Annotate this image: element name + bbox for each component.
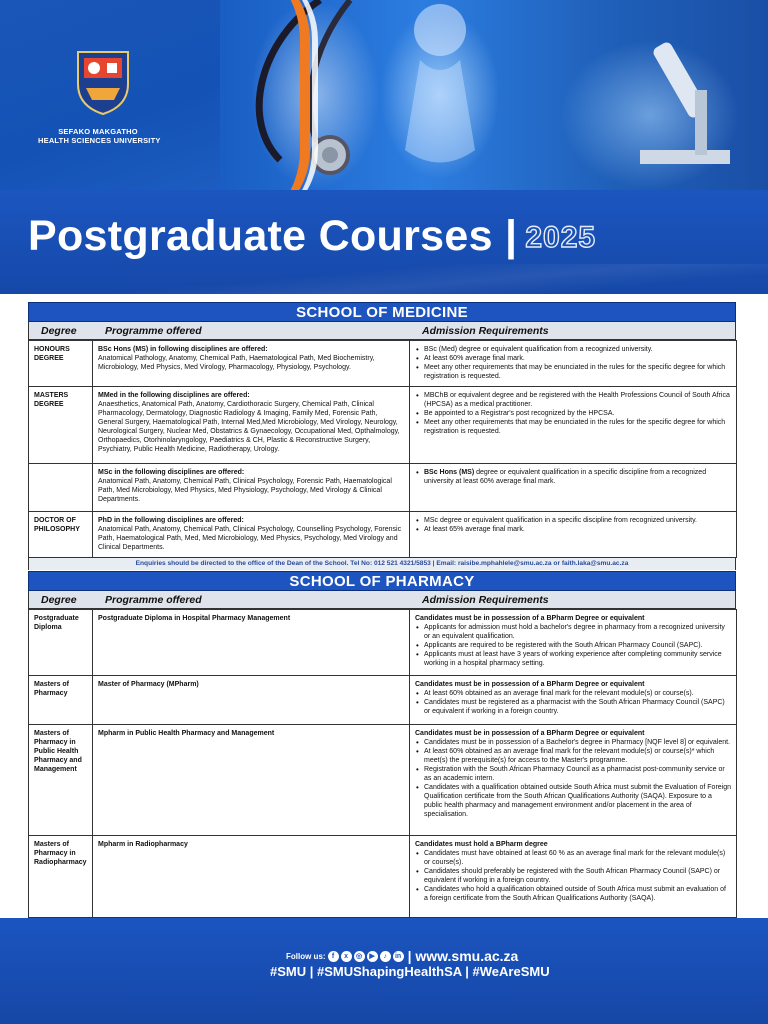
- list-item: • Applicants are required to be registered with the South African Pharmacy Council (SAPC).: [415, 641, 731, 650]
- table-row: [29, 676, 737, 725]
- section-heading: SCHOOL OF MEDICINE: [28, 302, 736, 322]
- header-banner: [0, 0, 768, 190]
- page-title: [28, 212, 596, 261]
- follow-label: Follow us:: [286, 951, 326, 961]
- programme-text: Anatomical Path, Anatomy, Chemical Path, Clinical Psychology, Counselling Psychology, Forensic Path, Haematological Path, Med, Med Microbiology, Med Physics, Psychology, Med Virology and Clinical Departments.: [98, 526, 402, 551]
- programme-cell: [93, 512, 410, 558]
- programme-title: PhD in the following disciplines are offered:: [98, 517, 244, 524]
- banner-arc: [168, 0, 318, 190]
- school-of-pharmacy-section: [28, 571, 736, 918]
- shield-icon: [74, 48, 132, 118]
- requirements-cell: [410, 464, 737, 512]
- list-item: • At least 65% average final mark.: [415, 525, 731, 534]
- anatomy-illustration: [385, 0, 505, 190]
- list-item: • BSc (Med) degree or equivalent qualification from a recognized university.: [415, 345, 731, 354]
- programme-cell: [93, 387, 410, 464]
- programme-text: Anatomical Path, Anatomy, Chemical Path, Clinical Psychology, Forensic Path, Haematological Path, Med Microbiology, Med Physics, Med Physiology, Psychology, Med Virology & Clinical Departments.: [98, 478, 392, 503]
- degree-cell: Postgraduate Diploma: [29, 610, 93, 676]
- requirements-title: Candidates must be in possession of a BPharm Degree or equivalent: [415, 730, 645, 737]
- medicine-table: [28, 340, 737, 558]
- table-row: [29, 836, 737, 918]
- youtube-icon[interactable]: ▶: [367, 951, 378, 962]
- degree-cell: Masters of Pharmacy in Public Health Pharmacy and Management: [29, 725, 93, 836]
- programme-title: MSc in the following disciplines are offered:: [98, 469, 245, 476]
- column-header-admission: Admission Requirements: [422, 325, 549, 337]
- requirements-cell: [410, 836, 737, 918]
- instagram-icon[interactable]: ◎: [354, 951, 365, 962]
- degree-cell: DOCTOR OF PHILOSOPHY: [29, 512, 93, 558]
- programme-cell: Mpharm in Radiopharmacy: [93, 836, 410, 918]
- table-row: [29, 387, 737, 464]
- university-logo: [38, 48, 161, 158]
- column-header-degree: Degree: [41, 325, 77, 337]
- requirements-title: Candidates must hold a BPharm degree: [415, 841, 548, 848]
- school-of-medicine-section: [28, 302, 736, 558]
- pharmacy-table: [28, 609, 737, 918]
- list-item: • At least 60% average final mark.: [415, 354, 731, 363]
- programme-text: Anatomical Pathology, Anatomy, Chemical Path, Haematological Path, Med Biochemistry, Microbiology, Med Physics, Med Virology, Pharmacology, Physiology, Psychology.: [98, 355, 375, 371]
- linkedin-icon[interactable]: in: [393, 951, 404, 962]
- microscope-icon: [600, 30, 750, 190]
- programme-text: Anaesthetics, Anatomical Path, Anatomy, Cardiothoracic Surgery, Chemical Path, Clinical Pharmacology, Dermatology, Diagnostic Radiology & Imaging, Family Med, Forensic Path, General Surgery, Haematological Path, Internal Med,Med Microbiology, Med Virology, Neurology, Neurological Surgery, Nuclear Med, Obstatrics & Gynaecology, Occupational Med, Opthalmology, Orthopaedics, Otorhinolaryngology, Paediatrics & CH, Plastic & Reconstructive Surgery, Psychiatry, Public Health Medicine, Radiotherapy, Urology.: [98, 401, 400, 453]
- list-item: • MSc degree or equivalent qualification in a specific discipline from recognized university.: [415, 516, 731, 525]
- tiktok-icon[interactable]: ♪: [380, 951, 391, 962]
- requirements-cell: [410, 387, 737, 464]
- list-item: • Candidates must be registered as a pharmacist with the South African Pharmacy Council (SAPC) or equivalent if working in a foreign country.: [415, 698, 731, 716]
- list-item: • MBChB or equivalent degree and be registered with the Health Professions Council of South Africa (HPCSA) as a medical practitioner.: [415, 391, 731, 409]
- degree-cell: Masters of Pharmacy in Radiopharmacy: [29, 836, 93, 918]
- table-row: [29, 512, 737, 558]
- column-header-programme: Programme offered: [105, 325, 202, 337]
- website-link[interactable]: | www.smu.ac.za: [407, 948, 519, 964]
- list-item: • Candidates who hold a qualification obtained outside of South Africa must submit an evaluation of a foreign certificate from the South African Qualifications Authority (SAQA).: [415, 885, 731, 903]
- programme-title: BSc Hons (MS) in following disciplines are offered:: [98, 346, 268, 353]
- list-item: • Candidates must be in possession of a Bachelor's degree in Pharmacy [NQF level 8] or equivalent.: [415, 738, 731, 747]
- section-heading: SCHOOL OF PHARMACY: [28, 571, 736, 591]
- requirement-bold: BSc Hons (MS): [424, 469, 475, 476]
- hashtags: #SMU | #SMUShapingHealthSA | #WeAreSMU: [270, 964, 550, 979]
- table-row: [29, 725, 737, 836]
- programme-cell: [93, 464, 410, 512]
- programme-cell: Postgraduate Diploma in Hospital Pharmacy Management: [93, 610, 410, 676]
- list-item: • At least 60% obtained as an average final mark for the relevant module(s) or course(s)* which meet(s) the prerequisite(s) for access to the Master's programme.: [415, 747, 731, 765]
- list-item: • At least 60% obtained as an average final mark for the relevant module(s) or course(s).: [415, 689, 731, 698]
- degree-cell: MASTERS DEGREE: [29, 387, 93, 464]
- requirements-title: Candidates must be in possession of a BPharm Degree or equivalent: [415, 615, 645, 622]
- list-item: • Applicants must at least have 3 years of working experience after completing community service working in a hospital pharmacy setting.: [415, 650, 731, 668]
- degree-cell: [29, 464, 93, 512]
- facebook-icon[interactable]: f: [328, 951, 339, 962]
- footer: [0, 918, 768, 1024]
- list-item: • Be appointed to a Registrar's post recognized by the HPCSA.: [415, 409, 731, 418]
- follow-us: [286, 948, 518, 964]
- column-header-degree: Degree: [41, 594, 77, 606]
- programme-cell: [93, 341, 410, 387]
- list-item: [415, 468, 731, 486]
- programme-cell: Master of Pharmacy (MPharm): [93, 676, 410, 725]
- title-bar: [0, 190, 768, 294]
- degree-cell: Masters of Pharmacy: [29, 676, 93, 725]
- column-headers: [28, 322, 736, 340]
- list-item: • Candidates with a qualification obtained outside South Africa must submit the Evaluation of Foreign Qualification certificate from the South African Qualifications Authority (SAQA). Exposure to a public health pharmacy and management environment and/or placement in the area of specialisation.: [415, 783, 731, 819]
- column-headers: [28, 591, 736, 609]
- list-item: • Applicants for admission must hold a bachelor's degree in pharmacy from a recognized university or an equivalent qualification.: [415, 623, 731, 641]
- university-name-line1: SEFAKO MAKGATHO: [58, 127, 138, 136]
- column-header-admission: Admission Requirements: [422, 594, 549, 606]
- requirements-title: Candidates must be in possession of a BPharm Degree or equivalent: [415, 681, 645, 688]
- list-item: • Meet any other requirements that may be enunciated in the rules for the specific degree for which registration is requested.: [415, 418, 731, 436]
- requirement-text: degree or equivalent qualification in a specific discipline from a recognized university at least 60% average final mark.: [424, 469, 707, 485]
- content-area: [0, 294, 768, 918]
- list-item: • Registration with the South African Pharmacy Council as a pharmacist post-community service or as an academic intern.: [415, 765, 731, 783]
- table-row: [29, 341, 737, 387]
- list-item: • Candidates should preferably be registered with the South African Pharmacy Council (SAPC) or equivalent if working in a foreign country.: [415, 867, 731, 885]
- degree-cell: HONOURS DEGREE: [29, 341, 93, 387]
- table-row: [29, 610, 737, 676]
- university-name: [38, 127, 161, 145]
- requirements-cell: [410, 512, 737, 558]
- page-title-text: Postgraduate Courses |: [28, 212, 518, 260]
- enquiries-note: Enquiries should be directed to the office of the Dean of the School. Tel No: 012 521 4321/5853 | Email: raisibe.mphahlele@smu.ac.za or faith.laka@smu.ac.za: [28, 558, 736, 570]
- page-title-year: 2025: [525, 221, 597, 254]
- programme-cell: Mpharm in Public Health Pharmacy and Management: [93, 725, 410, 836]
- requirements-cell: [410, 341, 737, 387]
- requirements-cell: [410, 725, 737, 836]
- programme-title: MMed in the following disciplines are offered:: [98, 392, 250, 399]
- x-icon[interactable]: x: [341, 951, 352, 962]
- university-name-line2: HEALTH SCIENCES UNIVERSITY: [38, 136, 161, 145]
- requirements-cell: [410, 610, 737, 676]
- table-row: [29, 464, 737, 512]
- column-header-programme: Programme offered: [105, 594, 202, 606]
- list-item: • Meet any other requirements that may be enunciated in the rules for the specific degree for which registration is requested.: [415, 363, 731, 381]
- requirements-cell: [410, 676, 737, 725]
- list-item: • Candidates must have obtained at least 60 % as an average final mark for the relevant module(s) or course(s).: [415, 849, 731, 867]
